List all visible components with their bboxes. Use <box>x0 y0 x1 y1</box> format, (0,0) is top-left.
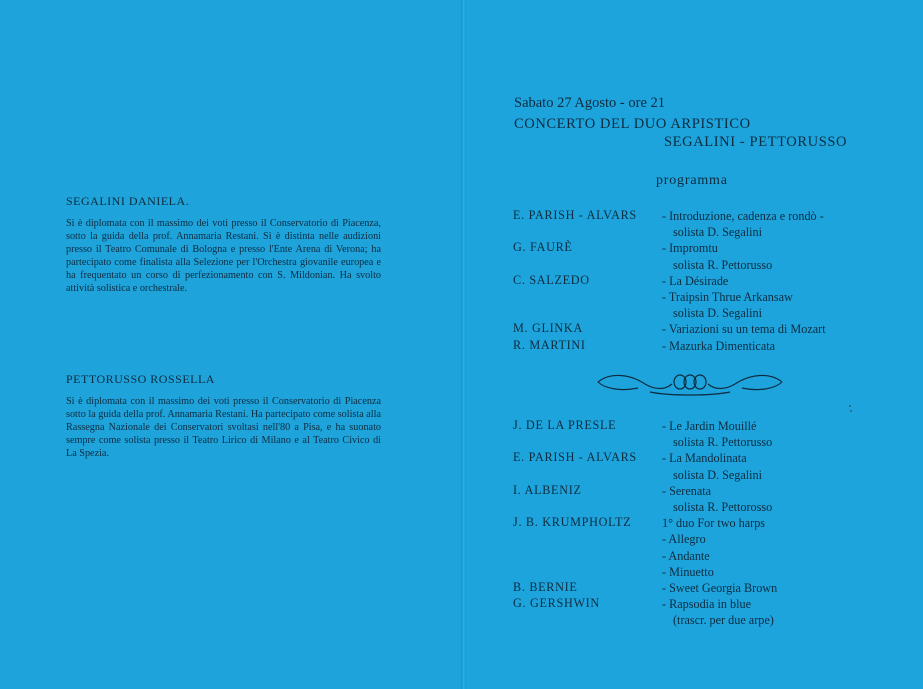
program-entry <box>513 273 913 322</box>
bio-name: SEGALINI DANIELA. <box>66 194 190 208</box>
program-part-2 <box>513 418 913 628</box>
concert-performers: SEGALINI - PETTORUSSO <box>664 134 848 150</box>
program-entry <box>513 515 913 580</box>
piece-detail: solista R. Pettorusso <box>673 435 773 450</box>
piece-title: - Variazioni su un tema di Mozart <box>662 322 826 337</box>
bio-pettorusso <box>66 372 381 460</box>
composer-name: E. PARISH - ALVARS <box>513 208 637 222</box>
piece-title: - Mazurka Dimenticata <box>662 338 776 353</box>
program-entry <box>513 450 913 482</box>
piece-title: - Serenata <box>662 483 712 498</box>
piece-detail: - Allegro <box>662 532 706 547</box>
program-part-1 <box>513 208 913 354</box>
program-entry <box>513 338 913 354</box>
composer-name: E. PARISH - ALVARS <box>513 450 637 465</box>
piece-title: - Rapsodia in blue <box>662 597 752 612</box>
composer-name: J. DE LA PRESLE <box>513 418 617 432</box>
piece-detail: - Minuetto <box>662 564 714 579</box>
composer-name: I. ALBENIZ <box>513 482 582 497</box>
composer-name: M. GLINKA <box>513 321 583 336</box>
paper-speck <box>849 405 851 407</box>
piece-title: - Le Jardin Mouillé <box>662 419 757 433</box>
bio-text: Si è diplomata con il massimo dei voti presso il Conservatorio di Piacenza sotto la guida della prof. Annamaria Restani. Ha partecipato come solista alla Rassegna Nazionale dei Conservatori svoltasi nell'80 a Pisa, e ha suonato sempre come solista presso il Teatro Lirico di Milano e al Teatro Civico di La Spezia. <box>66 396 381 460</box>
piece-detail: solista D. Segalini <box>673 306 763 321</box>
piece-detail: solista D. Segalini <box>673 225 763 240</box>
composer-name: C. SALZEDO <box>513 272 590 287</box>
piece-detail: solista D. Segalini <box>673 467 763 482</box>
piece-detail: solista R. Pettorusso <box>673 257 773 272</box>
piece-title: - Introduzione, cadenza e rondò - <box>662 209 824 223</box>
bio-text: Si è diplomata con il massimo dei voti presso il Conservatorio di Piacenza, sotto la guida della prof. Annamaria Restani. Si è distinta nelle audizioni presso il Teatro Comunale di Bologna e presso l'Ente Arena di Verona; ha partecipato come finalista alla Selezione per l'Orchestra giovanile europea e ha frequentato un corso di perfezionamento con S. Mildonian. Ha svolto attività solistica e orchestrale. <box>66 218 381 295</box>
program-entry <box>513 580 913 596</box>
piece-detail: solista R. Pettorosso <box>673 499 773 514</box>
concert-title: CONCERTO DEL DUO ARPISTICO <box>514 116 751 132</box>
paper-speck <box>850 410 852 412</box>
composer-name: R. MARTINI <box>513 337 586 352</box>
piece-title: - La Désirade <box>662 273 729 288</box>
piece-detail: - Andante <box>662 548 710 563</box>
bio-segalini <box>66 194 381 296</box>
piece-title: 1° duo For two harps <box>662 516 766 531</box>
program-entry <box>513 321 913 337</box>
programma-label: programma <box>656 173 728 188</box>
left-page <box>0 0 461 689</box>
piece-title: - Impromtu <box>662 241 718 256</box>
flourish-divider-icon <box>590 370 790 400</box>
bio-name: PETTORUSSO ROSSELLA <box>66 372 215 386</box>
composer-name: G. FAURÈ <box>513 240 573 255</box>
composer-name: J. B. KRUMPHOLTZ <box>513 515 632 530</box>
concert-date: Sabato 27 Agosto - ore 21 <box>514 95 666 111</box>
piece-title: - Sweet Georgia Brown <box>662 580 778 595</box>
concert-header <box>514 95 847 151</box>
piece-detail: - Traipsin Thrue Arkansaw <box>662 289 793 304</box>
piece-detail: (trascr. per due arpe) <box>673 613 774 628</box>
composer-name: B. BERNIE <box>513 579 578 594</box>
composer-name: G. GERSHWIN <box>513 596 600 611</box>
piece-title: - La Mandolinata <box>662 451 747 466</box>
program-entry <box>513 596 913 628</box>
program-entry <box>513 483 913 515</box>
program-entry <box>513 240 913 272</box>
program-entry <box>513 418 913 450</box>
program-entry <box>513 208 913 240</box>
